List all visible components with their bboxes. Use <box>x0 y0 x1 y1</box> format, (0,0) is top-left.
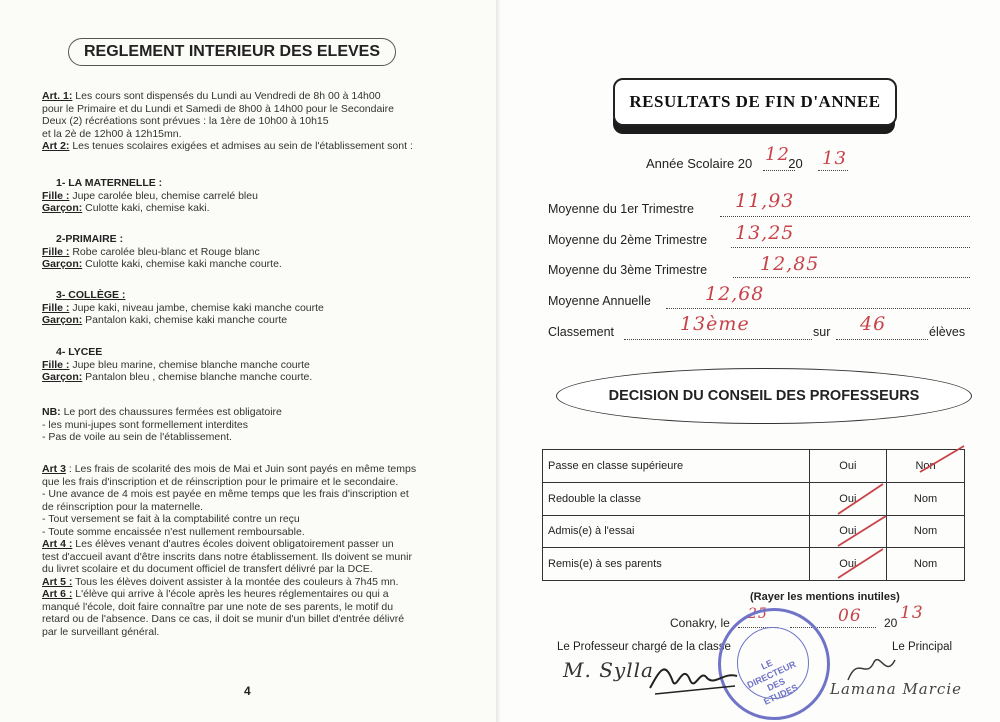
term1-label: Moyenne du 1er Trimestre <box>548 202 694 216</box>
rayer-note: (Rayer les mentions inutiles) <box>750 591 900 603</box>
art6-line-1: L'élève qui arrive à l'école après les heures réglementaires ou qui a <box>72 588 389 600</box>
option-oui[interactable]: Oui <box>809 450 887 483</box>
section-title: 3- COLLÈGE : <box>56 289 126 301</box>
results-title: RESULTATS DE FIN D'ANNEE <box>613 78 897 126</box>
school-year-mid: 20 <box>788 156 803 171</box>
school-year-label: Année Scolaire 20 <box>646 156 753 171</box>
principal-signature: Lamana Marcie <box>830 680 962 698</box>
garcon-label: Garçon: <box>42 258 83 270</box>
decision-label: Admis(e) à l'essai <box>543 515 810 548</box>
term3-value: 12,85 <box>760 253 820 275</box>
art3-label: Art 3 <box>42 463 66 475</box>
eleves-label: élèves <box>929 325 966 339</box>
year-end-handwritten: 13 <box>822 148 847 169</box>
art1-line-1: Les cours sont dispensés du Lundi au Vendredi de 8h 00 à 14h00 <box>72 90 381 102</box>
art6-label: Art 6 : <box>42 588 73 600</box>
decision-label: Passe en classe supérieure <box>543 450 810 483</box>
fille-label: Fille : <box>42 301 70 314</box>
art1-label: Art. 1: <box>42 90 73 102</box>
principal-label: Le Principal <box>892 641 953 653</box>
art4-label: Art 4 : <box>42 538 73 550</box>
strike-non-row1 <box>920 446 964 472</box>
director-signature <box>645 650 745 700</box>
date-day-handwritten: 25 <box>748 606 768 622</box>
art6-line-3: retard ou de l'absence. Dans ce cas, il doit se munir d'un billet d'entrée délivré <box>42 613 405 625</box>
option-non[interactable]: Nom <box>887 482 965 515</box>
annual-label: Moyenne Annuelle <box>548 294 651 308</box>
date-year-handwritten: 13 <box>900 603 924 623</box>
art3-line-3: - Une avance de 4 mois est payée en même temps que les frais d'inscription et <box>42 488 409 500</box>
art3-line-5: - Tout versement se fait à la comptabilité contre un reçu <box>42 513 300 525</box>
fille-text: Robe carolée bleu-blanc et Rouge blanc <box>69 245 260 258</box>
professeur-label: Le Professeur chargé de la classe <box>557 641 731 653</box>
decision-label: Redouble la classe <box>543 482 810 515</box>
conakry-label: Conakry, le <box>670 616 730 630</box>
nb-line-1: Le port des chaussures fermées est obligatoire <box>60 406 282 418</box>
art6-line-2: manqué l'école, doit faire connaître par une note de ses parents, le motif du <box>42 600 394 613</box>
rank-value: 13ème <box>680 313 750 335</box>
art5-text: Tous les élèves doivent assister à la montée des couleurs à 7h45 mn. <box>72 575 399 588</box>
fille-label: Fille : <box>42 358 70 371</box>
decision-label: Remis(e) à ses parents <box>543 548 810 581</box>
art1-line-3: Deux (2) récréations sont prévues : la 1ère de 10h00 à 10h15 <box>42 115 329 127</box>
art3-line-2: que les frais d'inscription et de réinscription pour le primaire et le secondaire. <box>42 475 399 488</box>
art3-line-4: de réinscription pour la maternelle. <box>42 500 204 513</box>
art5-label: Art 5 : <box>42 575 73 588</box>
option-non[interactable]: Non <box>887 450 965 483</box>
art1-line-2: pour le Primaire et du Lundi et Samedi de 8h00 à 14h00 pour le Secondaire <box>42 102 394 115</box>
art3-line-6: - Toute somme encaissée n'est nullement remboursable. <box>42 525 305 538</box>
art2-text: Les tenues scolaires exigées et admises au sein de l'établissement sont : <box>69 140 413 152</box>
nb-label: NB: <box>42 406 61 418</box>
page-number: 4 <box>244 684 251 698</box>
nb-line-3: - Pas de voile au sein de l'établissement. <box>42 431 232 443</box>
rank-label: Classement <box>548 325 614 339</box>
year-start-handwritten: 12 <box>765 144 790 165</box>
stamp-text: LE DIRECTEUR DES ETUDES <box>745 657 800 707</box>
fille-label: Fille : <box>42 245 70 258</box>
date-year-prefix: 20 <box>884 616 898 630</box>
term2-value: 13,25 <box>735 222 795 244</box>
strike-oui-row3 <box>838 516 886 546</box>
section-title: 4- LYCEE <box>56 346 103 358</box>
strike-oui-row4 <box>838 549 883 578</box>
art3-line-1: : Les frais de scolarité des mois de Mai et Juin sont payés en même temps <box>65 463 417 475</box>
art4-line-3: du livret scolaire et du document officiel de transfert délivré par la DCE. <box>42 563 373 575</box>
garcon-label: Garçon: <box>42 202 83 214</box>
section-title: 1- LA MATERNELLE : <box>56 177 163 189</box>
option-non[interactable]: Nom <box>887 548 965 581</box>
option-oui[interactable]: Oui <box>809 482 887 515</box>
fille-text: Jupe kaki, niveau jambe, chemise kaki manche courte <box>69 301 324 314</box>
art1-line-4: et la 2è de 12h00 à 12h15mn. <box>42 127 182 140</box>
garcon-text: Culotte kaki, chemise kaki manche courte. <box>82 258 282 270</box>
term2-label: Moyenne du 2ème Trimestre <box>548 233 708 247</box>
fille-text: Jupe bleu marine, chemise blanche manche courte <box>69 358 310 371</box>
annual-value: 12,68 <box>705 283 765 305</box>
fille-label: Fille : <box>42 189 70 202</box>
option-oui[interactable]: Oui <box>809 515 887 548</box>
garcon-text: Pantalon kaki, chemise kaki manche courte <box>82 314 288 326</box>
sur-label: sur <box>813 325 831 339</box>
term1-value: 11,93 <box>735 190 795 212</box>
rules-title: REGLEMENT INTERIEUR DES ELEVES <box>68 38 396 66</box>
prof-signature: M. Sylla <box>563 658 654 682</box>
decision-title: DECISION DU CONSEIL DES PROFESSEURS <box>556 368 972 424</box>
garcon-text: Pantalon bleu , chemise blanche manche courte. <box>82 371 313 383</box>
art4-line-2: test d'accueil avant d'être inscrits dans notre établissement. Ils doivent se munir <box>42 550 412 563</box>
option-oui[interactable]: Oui <box>809 548 887 581</box>
fille-text: Jupe carolée bleu, chemise carrelé bleu <box>69 189 258 202</box>
stamp-inner-ring <box>737 627 809 707</box>
date-month-handwritten: 06 <box>838 606 862 626</box>
garcon-label: Garçon: <box>42 314 83 326</box>
garcon-label: Garçon: <box>42 371 83 383</box>
garcon-text: Culotte kaki, chemise kaki. <box>82 202 210 214</box>
total-value: 46 <box>860 313 887 335</box>
term3-label: Moyenne du 3ème Trimestre <box>548 263 708 277</box>
strike-oui-row2 <box>838 484 883 514</box>
art4-line-1: Les élèves venant d'autres écoles doivent obligatoirement passer un <box>72 538 394 550</box>
art2-label: Art 2: <box>42 140 70 152</box>
art6-line-4: par le surveillant général. <box>42 625 160 638</box>
section-title: 2-PRIMAIRE : <box>56 233 124 245</box>
nb-line-2: - les muni-jupes sont formellement interdites <box>42 418 249 431</box>
option-non[interactable]: Nom <box>887 515 965 548</box>
